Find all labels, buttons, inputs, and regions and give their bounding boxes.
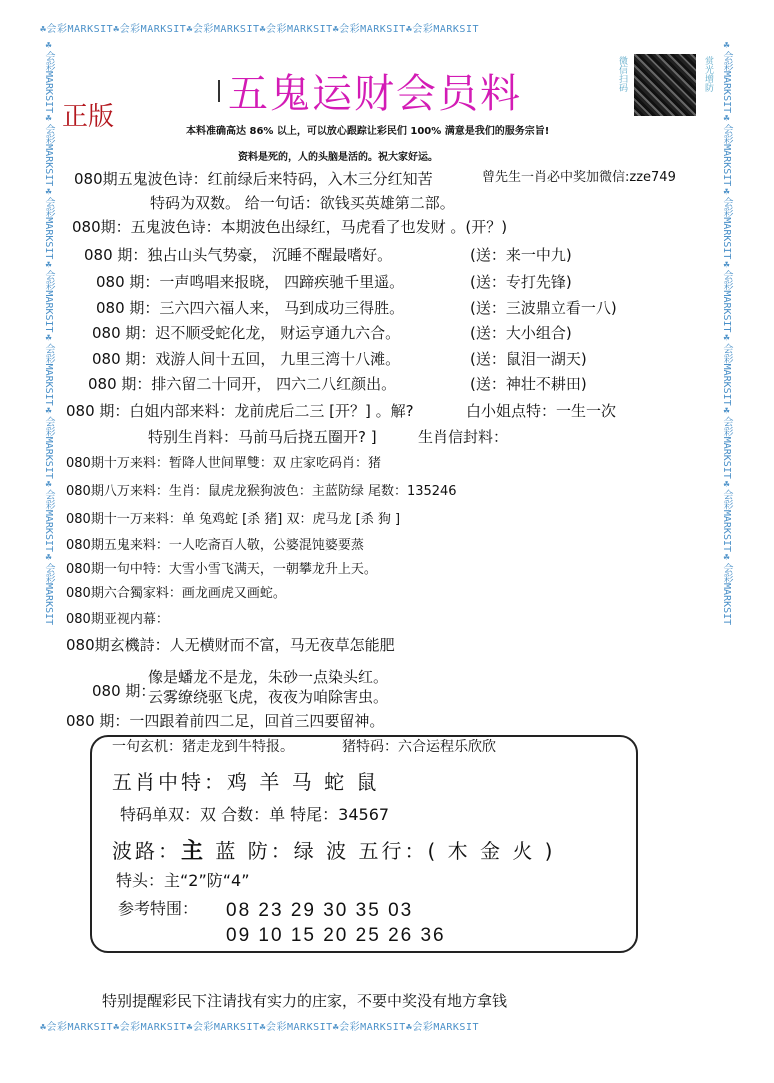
box-pig-code: 猪特码：六合运程乐欣欣 — [342, 739, 496, 755]
box-wave-label: 波路： — [112, 839, 181, 863]
poem-row-2-gift: (送：专打先锋) — [470, 273, 572, 291]
line-hint: 080 期：一四跟着前四二足，回首三四要留神。 — [66, 712, 385, 730]
watermark-left: ☘会彩MARKSIT☘会彩MARKSIT☘会彩MARKSIT☘会彩MARKSIT☘会彩MARKSIT☘会彩MARKSIT☘会彩MARKSIT☘会彩MARKSIT — [43, 40, 54, 626]
poem-row-6: 080 期：排六留二十同开， 四六二八红颜出。 — [88, 375, 397, 393]
line-bose-poem: 080期：五鬼波色诗：本期波色出绿红，马虎看了也发财 。(开？) — [72, 218, 508, 236]
line-riddle-label: 080 期： — [92, 682, 156, 700]
watermark-right: ☘会彩MARKSIT☘会彩MARKSIT☘会彩MARKSIT☘会彩MARKSIT☘会彩MARKSIT☘会彩MARKSIT☘会彩MARKSIT☘会彩MARKSIT — [721, 40, 732, 626]
watermark-bottom: ☘会彩MARKSIT☘会彩MARKSIT☘会彩MARKSIT☘会彩MARKSIT☘会彩MARKSIT☘会彩MARKSIT — [40, 1022, 479, 1033]
poem-row-5-gift: (送：鼠泪一湖天) — [470, 350, 587, 368]
line-riddle-2: 云雾缭绕驱飞虎，夜夜为咱除害虫。 — [148, 688, 389, 706]
line-xuanji-poem: 080期玄機詩：人无横财而不富，马无夜草怎能肥 — [66, 636, 395, 654]
line-special-zodiac: 特别生肖料：马前马后挠五圈开? ] — [148, 428, 377, 446]
box-wave — [112, 834, 555, 865]
box-wave-rest: 蓝 防：绿 波 五行：( 木 金 火 ) — [206, 839, 556, 863]
box-five-zodiac: 五肖中特：鸡 羊 马 蛇 鼠 — [112, 770, 380, 794]
line-100k-material: 080期十万来料：暂降人世间單雙：双 庄家吃码肖：猪 — [66, 456, 381, 471]
poem-row-2: 080 期：一声鸣唱来报晓， 四蹄疾驰千里遥。 — [96, 273, 405, 291]
poem-row-3-gift: (送：三波鼎立看一八) — [470, 299, 617, 317]
line-yashi-inside: 080期亚视内幕： — [66, 612, 169, 627]
line-110k-material: 080期十一万来料：单 兔鸡蛇 [杀 猪] 双：虎马龙 [杀 狗 ] — [66, 512, 401, 527]
poem-row-4-gift: (送：大小组合) — [470, 324, 572, 342]
poem-row-4: 080 期：迟不顺受蛇化龙， 财运亨通九六合。 — [92, 324, 401, 342]
qr-right-caption: 赏光增防 — [703, 56, 713, 92]
poem-row-1-gift: (送：来一中九) — [470, 246, 572, 264]
wechat-contact: 曾先生一肖必中奖加微信:zze749 — [482, 170, 676, 185]
page-title: 五鬼运财会员料 — [228, 71, 522, 117]
qr-left-caption: 微信扫码 — [617, 56, 627, 92]
line-odd-even: 特码为双数。 给一句话：欲钱买英雄第二部。 — [150, 194, 455, 212]
poem-row-5: 080 期：戏游人间十五回， 九里三湾十八滩。 — [92, 350, 401, 368]
line-baijie-internal: 080 期：白姐内部来料：龙前虎后二三 [开？] 。解? — [66, 402, 414, 420]
poem-row-3: 080 期：三六四六福人来， 马到成功三得胜。 — [96, 299, 405, 317]
line-one-sentence: 080期一句中特：大雪小雪飞满天，一朝攀龙升上天。 — [66, 562, 377, 577]
box-head-digit: 特头：主“2”防“4” — [116, 871, 250, 890]
box-ref-numbers-2: 09 10 15 20 25 26 36 — [226, 925, 446, 946]
line-liuhe-exclusive: 080期六合獨家料：画龙画虎又画蛇。 — [66, 586, 286, 601]
genuine-badge: 正版 — [62, 102, 115, 132]
box-wave-main: 主 — [181, 839, 207, 864]
line-80k-material: 080期八万来料：生肖：鼠虎龙猴狗波色：主蓝防绿 尾数：135246 — [66, 484, 457, 499]
box-odd-even: 特码单双：双 合数：单 特尾：34567 — [120, 805, 390, 824]
qr-code — [634, 54, 696, 116]
line-poem-wuguibose: 080期五鬼波色诗：红前绿后来特码，入木三分红知苦 — [74, 170, 433, 188]
line-baixiaojie-point: 白小姐点特：一生一次 — [466, 402, 617, 420]
poem-row-6-gift: (送：神壮不耕田) — [470, 375, 587, 393]
footer-warning: 特别提醒彩民下注请找有实力的庄家，不要中奖没有地方拿钱 — [102, 992, 508, 1010]
line-riddle-1: 像是蟠龙不是龙，朱砂一点染头红。 — [148, 668, 389, 686]
box-ref-numbers-1: 08 23 29 30 35 03 — [226, 900, 414, 921]
watermark-top: ☘会彩MARKSIT☘会彩MARKSIT☘会彩MARKSIT☘会彩MARKSIT☘会彩MARKSIT☘会彩MARKSIT — [40, 24, 479, 35]
line-wugui-material: 080期五鬼来料：一人吃斋百人敬，公婆混饨婆要蒸 — [66, 538, 364, 553]
poem-row-1: 080 期：独占山头气势豪， 沉睡不醒最嗜好。 — [84, 246, 393, 264]
box-ref-label: 参考特围： — [118, 899, 199, 918]
slogan-line-1: 本料准确高达 86% 以上，可以放心跟踪让彩民们 100% 满意是我们的服务宗旨! — [186, 126, 550, 137]
box-one-sentence: 一句玄机：猪走龙到牛特报。 — [112, 739, 294, 755]
title-bar-mark — [218, 80, 220, 102]
slogan-line-2: 资料是死的，人的头脑是活的。祝大家好运。 — [238, 152, 438, 163]
line-zodiac-envelope: 生肖信封料： — [418, 428, 509, 446]
